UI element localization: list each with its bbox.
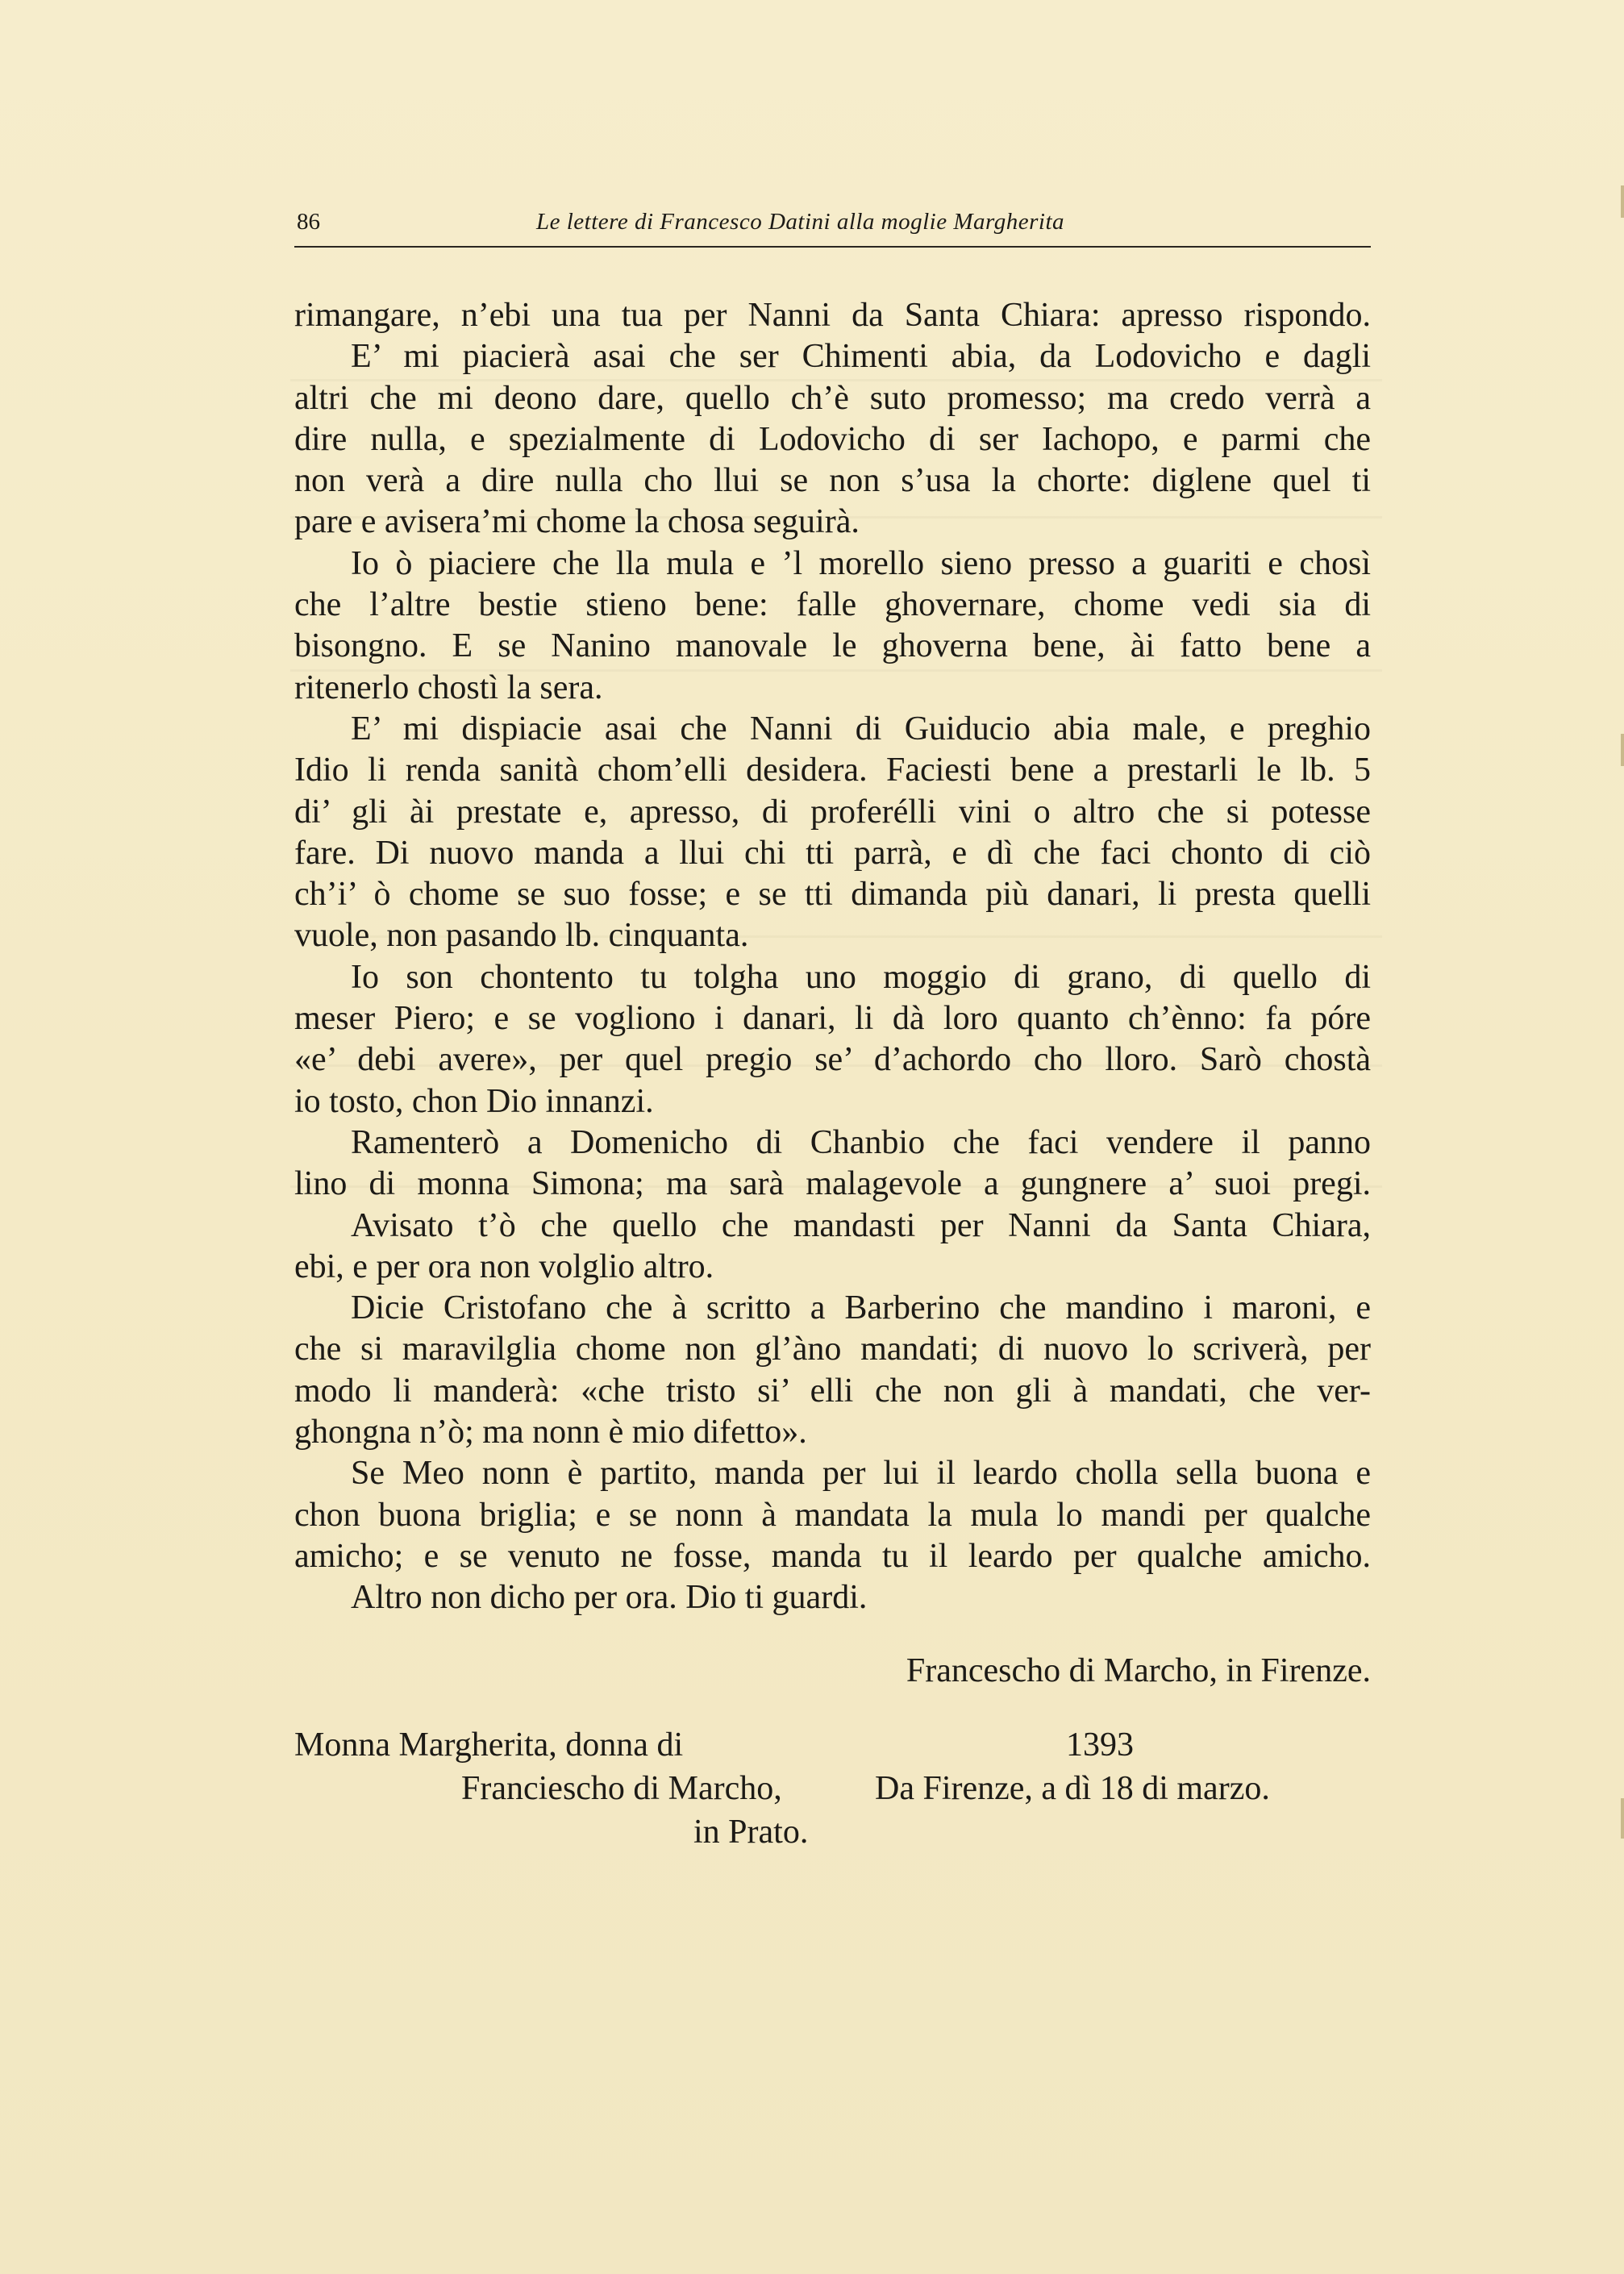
text-line: ebi, e per ora non volglio altro. xyxy=(294,1247,714,1285)
page-edge-mark xyxy=(1621,1798,1624,1839)
address-line-3: in Prato. xyxy=(693,1814,809,1851)
text-line: ghongna n’ò; ma nonn è mio difetto». xyxy=(294,1414,807,1451)
address-line-2: Franciescho di Marcho, xyxy=(461,1770,782,1807)
text-line: «e’ debi avere», per quel pregio se’ d’achordo cho lloro. Sarò chostà xyxy=(294,1041,1371,1079)
text-line: meser Piero; e se vogliono i danari, li dà loro quanto ch’ènno: fa póre xyxy=(294,1000,1371,1038)
text-line: chon buona briglia; e se nonn à mandata la mula lo mandi per qualche xyxy=(294,1496,1371,1534)
text-line: bisongno. E se Nanino manovale le ghoverna bene, ài fatto bene a xyxy=(294,627,1371,665)
page-number: 86 xyxy=(297,209,320,235)
text-line: ritenerlo chostì la sera. xyxy=(294,668,603,706)
text-line: Altro non dicho per ora. Dio ti guardi. xyxy=(351,1579,868,1617)
text-line: Se Meo nonn è partito, manda per lui il leardo cholla sella buona e xyxy=(351,1455,1371,1493)
text-line: pare e avisera’mi chome la chosa seguirà. xyxy=(294,503,860,541)
text-line: Io son chontento tu tolgha uno moggio di grano, di quello di xyxy=(351,958,1371,996)
text-line: di’ gli ài prestate e, apresso, di proferélli vini o altro che si potesse xyxy=(294,793,1371,831)
dating-year: 1393 xyxy=(1066,1726,1134,1764)
text-line: lino di monna Simona; ma sarà malagevole a gungnere a’ suoi pregi. xyxy=(294,1165,1371,1203)
text-line: che l’altre bestie stieno bene: falle ghovernare, chome vedi sia di xyxy=(294,586,1371,624)
running-head: Le lettere di Francesco Datini alla moglie Margherita xyxy=(536,209,1064,235)
text-line: E’ mi piacierà asai che ser Chimenti abia, da Lodovicho e dagli xyxy=(351,338,1371,376)
text-line: non verà a dire nulla cho llui se non s’usa la chorte: diglene quel ti xyxy=(294,462,1371,500)
text-line: ch’i’ ò chome se suo fosse; e se tti dimanda più danari, li presta quelli xyxy=(294,876,1371,914)
text-line: Dicie Cristofano che à scritto a Barberino che mandino i maroni, e xyxy=(351,1289,1371,1327)
text-line: amicho; e se venuto ne fosse, manda tu il leardo per qualche amicho. xyxy=(294,1537,1371,1575)
text-line: io tosto, chon Dio innanzi. xyxy=(294,1082,654,1120)
text-line: Avisato t’ò che quello che mandasti per Nanni da Santa Chiara, xyxy=(351,1206,1371,1244)
address-line-1: Monna Margherita, donna di xyxy=(294,1726,684,1764)
text-line: vuole, non pasando lb. cinquanta. xyxy=(294,917,749,955)
signature: Francescho di Marcho, in Firenze. xyxy=(906,1652,1371,1689)
text-line: E’ mi dispiacie asai che Nanni di Guiducio abia male, e preghio xyxy=(351,710,1371,748)
text-line: Io ò piaciere che lla mula e ’l morello sieno presso a guariti e chosì xyxy=(351,544,1371,582)
text-line: dire nulla, e spezialmente di Lodovicho di ser Iachopo, e parmi che xyxy=(294,420,1371,458)
text-line: rimangare, n’ebi una tua per Nanni da Santa Chiara: apresso rispondo. xyxy=(294,297,1371,334)
page-edge-mark xyxy=(1621,185,1624,218)
letter-body xyxy=(294,295,1371,1619)
text-line: fare. Di nuovo manda a llui chi tti parrà, e dì che faci chonto di ciò xyxy=(294,834,1371,872)
text-line: Ramenterò a Domenicho di Chanbio che faci vendere il panno xyxy=(351,1123,1371,1161)
page-header xyxy=(294,206,1371,248)
text-line: modo li manderà: «che tristo si’ elli che non gli à mandati, che ver- xyxy=(294,1372,1371,1410)
page-edge-mark xyxy=(1621,734,1624,766)
text-line: Idio li renda sanità chom’elli desidera. Faciesti bene a prestarli le lb. 5 xyxy=(294,752,1371,789)
text-line: che si maravilglia chome non gl’àno mandati; di nuovo lo scriverà, per xyxy=(294,1331,1371,1368)
dating-place-date: Da Firenze, a dì 18 di marzo. xyxy=(875,1770,1270,1807)
text-line: altri che mi deono dare, quello ch’è suto promesso; ma credo verrà a xyxy=(294,379,1371,417)
